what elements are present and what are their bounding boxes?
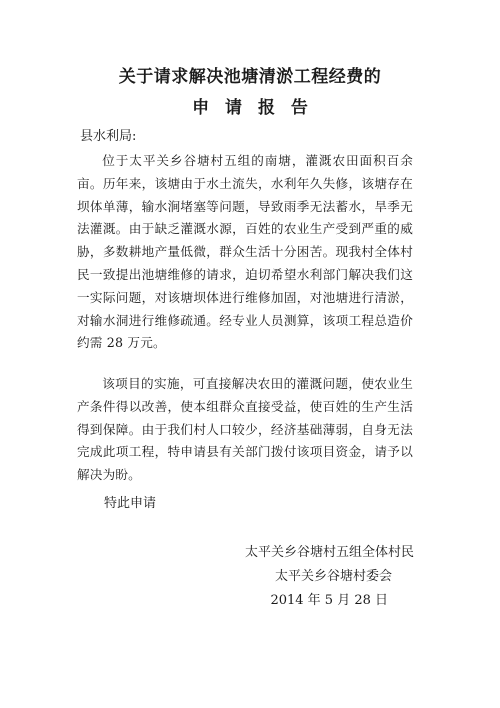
signatory-villagers: 太平关乡谷塘村五组全体村民 [244,545,414,560]
signature-date: 2014 年 5 月 28 日 [270,593,388,608]
signatory-committee: 太平关乡谷塘村委会 [274,569,392,584]
closing-phrase: 特此申请 [104,496,157,511]
body-paragraph-1: 位于太平关乡谷塘村五组的南塘，灌溉农田面积百余亩。历年来，该塘由于水土流失，水利年久失修，该塘存在坝体单薄，输水涧堵塞等问题，导致雨季无法蓄水，旱季无法灌溉。由于缺乏灌溉水源，百姓的农业生产受到严重的威胁，多数耕地产量低微，群众生活十分困苦。现我村全体村民一致提出池塘维修的请求，迫切希望水利部门解决我们这一实际问题，对该塘坝体进行维修加固，对池塘进行清淤，对输水洞进行维修疏通。经专业人员测算，该项工程总造价约需 28 万元。 [77,153,413,351]
body-paragraph-2: 该项目的实施，可直接解决农田的灌溉问题，使农业生产条件得以改善，使本组群众直接受益，使百姓的生产生活得到保障。由于我们村人口较少，经济基础薄弱，自身无法完成此项工程，特申请县有关部门拨付该项目资金，请予以解决为盼。 [77,376,413,483]
document-subtitle: 申 请 报 告 [192,98,308,118]
document-title: 关于请求解决池塘清淤工程经费的 [118,67,382,87]
addressee: 县水利局: [80,129,137,144]
